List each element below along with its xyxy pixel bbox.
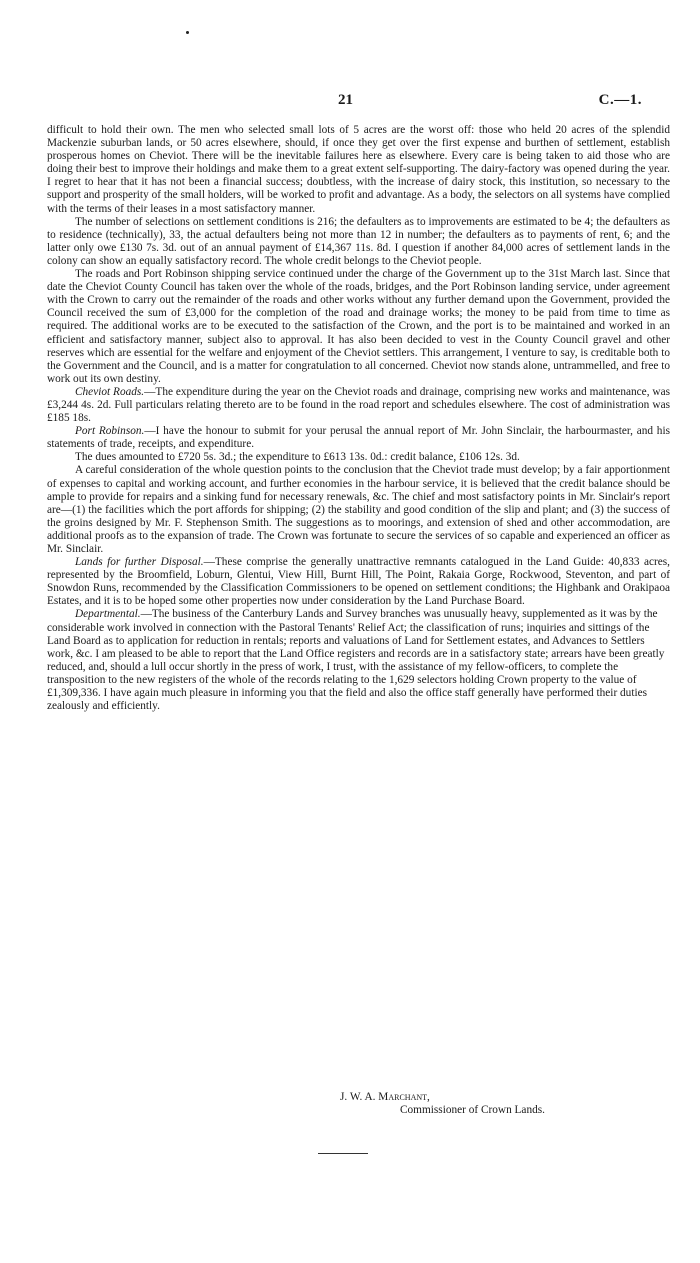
paragraph-text: —These comprise the generally unattractive remnants catalogued in the Land Guide: 40,833 acres, represented by the Broomfield, Loburn, Glentui, View Hill, Burnt Hill, The Point, Rakaia Gorge, Rockwood, Steventon, and part of Snowdon Runs, recommended by the Classification Commissioners to be opened on settlement conditions; the Highbank and Orakipaoa Estates, and it is to be hoped some other properties now under consideration by the Land Purchase Board. (47, 556, 670, 608)
paragraph-text: A careful consideration of the whole question points to the conclusion that the Cheviot trade must develop; by a fair apportionment of expenses to capital and working account, and further economies in the harbour service, it is believed that the credit balance should be ample to provide for repairs and a sinking fund for necessary renewals, &c. The chief and most satisfactory points in Mr. Sinclair's report are—(1) the facilities which the port affords for shipping; (2) the stability and good condition of the slip and plant; and (3) the success of the groins designed by Mr. F. Stephenson Smith. The suggestions as to moorings, and extension of shed and other accommodation, are additional proofs as to the expansion of trade. The Crown was fortunate to secure the services of so capable and experienced an officer as Mr. Sinclair. (47, 464, 670, 555)
closing-rule (318, 1153, 368, 1154)
signature-block (340, 1091, 545, 1117)
section-heading: Departmental. (75, 608, 141, 621)
paragraph-selections (47, 216, 670, 268)
paragraph-text: —I have the honour to submit for your perusal the annual report of Mr. John Sinclair, the harbourmaster, and his statements of trade, receipts, and expenditure. (47, 425, 670, 451)
paragraph-port-robinson (47, 425, 670, 451)
page-number: 21 (338, 92, 353, 108)
paragraph-lands-disposal (47, 556, 670, 608)
paragraph-departmental (47, 608, 670, 713)
paragraph-text: The dues amounted to £720 5s. 3d.; the expenditure to £613 13s. 0d.: credit balance, £106 12s. 3d. (75, 451, 520, 464)
paragraph-text: The number of selections on settlement conditions is 216; the defaulters as to improvements are estimated to be 4; the defaulters as to residence (technically), 33, the actual defaulters being not more than 12 in number; the defaulters as to payments of rent, 6; and the latter only owe £130 7s. 3d. out of an annual payment of £14,367 11s. 8d. I question if another 84,000 acres of settlement lands in the colony can show an equally satisfactory record. The whole credit belongs to the Cheviot people. (47, 215, 670, 267)
paragraph-trade (47, 464, 670, 556)
stray-mark (186, 31, 189, 34)
paragraph-continuation (47, 124, 670, 216)
section-heading: Cheviot Roads. (75, 385, 145, 398)
paragraph-text: difficult to hold their own. The men who selected small lots of 5 acres are the worst off: those who held 20 acres of the splendid Mackenzie suburban lands, or 50 acres elsewhere, should, if once they get over the first expense and burthen of settlement, establish prosperous homes on Cheviot. There will be the inevitable failures here as elsewhere. Every care is being taken to aid those who are doing their best to improve their holdings and make them to a great extent self-supporting. The dairy-factory was opened during the year. I regret to hear that it has not been a financial success; doubtless, with the increase of dairy stock, this institution, so necessary to the support and prosperity of the small holders, will be worked to profit and advantage. As a body, the selectors on all systems have complied with the terms of their leases in a most satisfactory manner. (47, 124, 670, 215)
signatory-title: Commissioner of Crown Lands. (400, 1104, 545, 1117)
paragraph-cheviot-roads (47, 386, 670, 425)
paragraph-dues (47, 451, 670, 464)
paragraph-text: —The business of the Canterbury Lands and Survey branches was unusually heavy, supplemented as it was by the considerable work involved in connection with the Pastoral Tenants' Relief Act; the classification of runs; inquiries and sittings of the Land Board as to application for reduction in rentals; reports and valuations of Land for Settlement estates, and Advances to Settlers work, &c. I am pleased to be able to report that the Land Office registers and records are in a satisfactory state; arrears have been greatly reduced, and, should a lull occur shortly in the press of work, I trust, with the assistance of my fellow-officers, to complete the transposition to the new registers of the whole of the records relating to the 1,629 selectors holding Crown property to the value of £1,309,336. I have again much pleasure in informing you that the field and also the office staff generally have performed their duties zealously and efficiently. (47, 608, 665, 713)
section-heading: Port Robinson. (75, 425, 145, 438)
signatory-name: J. W. A. Marchant, (340, 1091, 430, 1103)
paragraph-roads-port (47, 268, 670, 386)
page-header (0, 92, 700, 114)
paragraph-text: —The expenditure during the year on the Cheviot roads and drainage, comprising new works and maintenance, was £3,244 4s. 2d. Full particulars relating thereto are to be found in the road report and schedules elsewhere. The cost of administration was £185 18s. (47, 385, 670, 425)
paragraph-text: The roads and Port Robinson shipping service continued under the charge of the Government up to the 31st March last. Since that date the Cheviot County Council has taken over the whole of the roads, bridges, and the Port Robinson landing service, under agreement with the Crown to carry out the remainder of the roads and other works without any further demand upon the Government, provided the Council received the sum of £3,000 for the completion of the road and drainage works; the money to be paid from time to time as required. The additional works are to be executed to the satisfaction of the Crown, and the port is to be maintained and worked in an efficient and satisfactory manner, subject also to approval. It has also been decided to vest in the County Council gravel and other reserves which are essential for the welfare and enjoyment of the Cheviot settlers. This arrangement, I venture to say, is creditable both to the Government and the Council, and is a matter for congratulation to all concerned. Cheviot now stands alone, untrammelled, and free to work out its own destiny. (47, 268, 670, 385)
report-body (47, 124, 670, 713)
section-heading: Lands for further Disposal. (75, 556, 204, 569)
document-reference: C.—1. (598, 92, 642, 108)
